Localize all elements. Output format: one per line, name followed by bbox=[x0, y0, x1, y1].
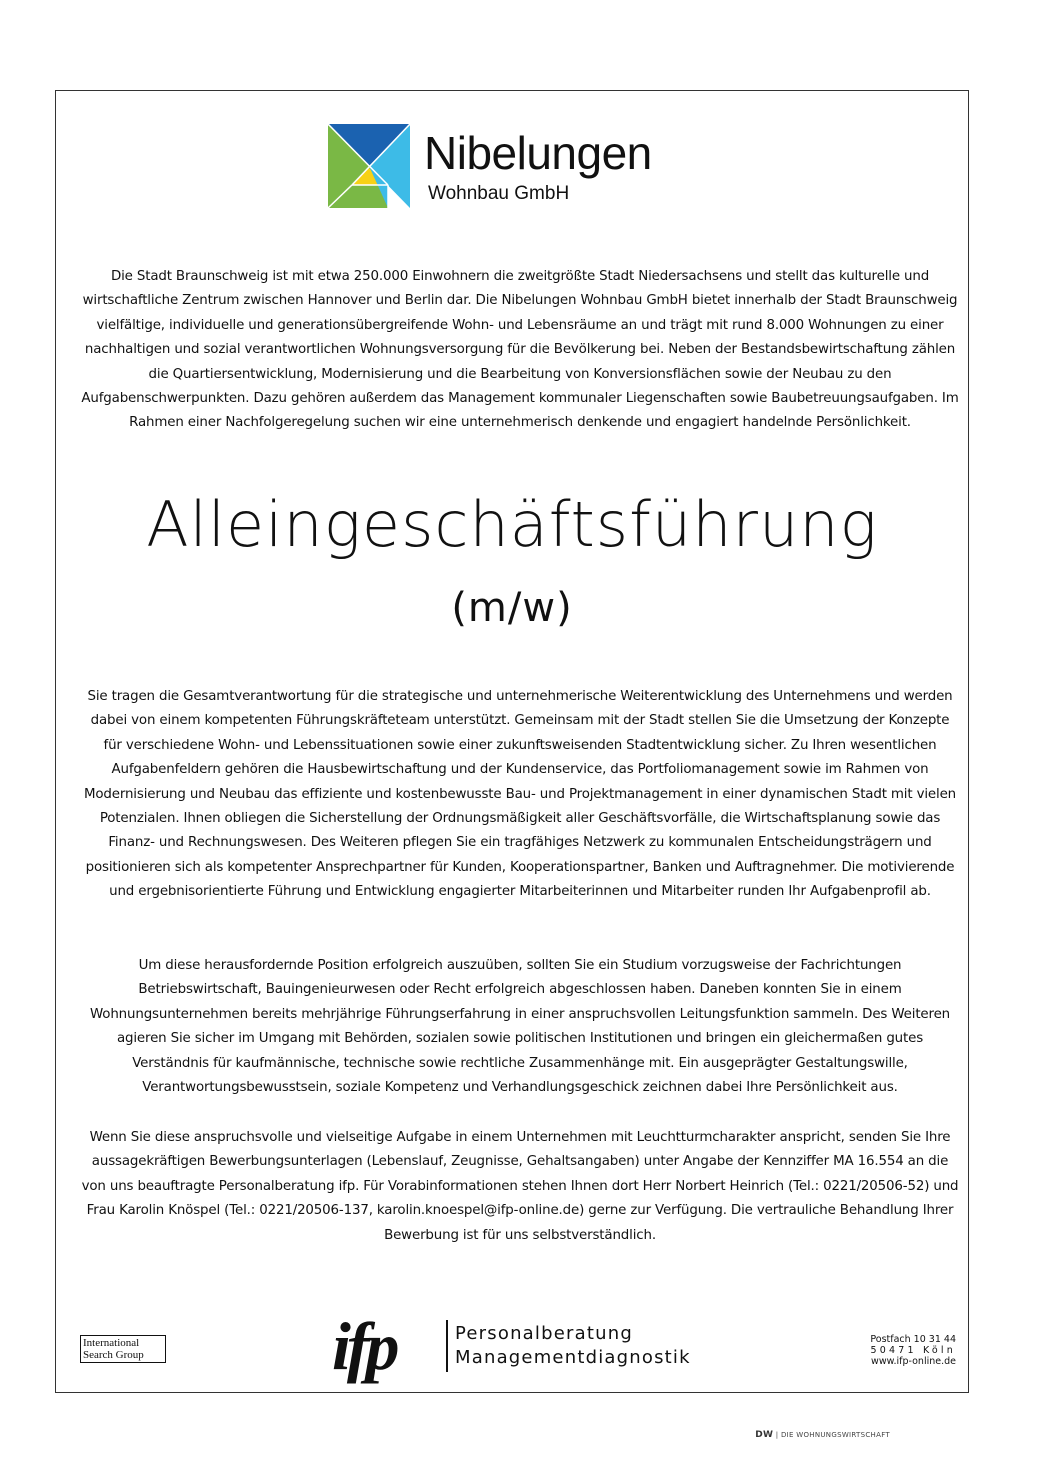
intro-paragraph: Die Stadt Braunschweig ist mit etwa 250.000 Einwohnern die zweitgrößte Stadt Niedersachsens und stellt das kulturelle und wirtschaftliche Zentrum zwischen Hannover und Berlin dar. Die Nibelungen Wohnbau GmbH bietet innerhalb der Stadt Braunschweig vielfältige, individuelle und generationsübergreifende Wohn- und Lebensräume an und trägt mit rund 8.000 Wohnungen zu einer nachhaltigen und sozial verantwortlichen Wohnungsversorgung für die Bevölkerung bei. Neben der Bestandsbewirtschaftung zählen die Quartiersentwicklung, Modernisierung und die Bearbeitung von Konversionsflächen sowie der Neubau zu den Aufgabenschwerpunkten. Dazu gehören außerdem das Management kommunaler Liegenschaften sowie Baubetreuungsaufgaben. Im Rahmen einer Nachfolgeregelung suchen wir eine unternehmerisch denkende und engagiert handelnde Persönlichkeit. bbox=[81, 269, 959, 431]
footer-brand: DW bbox=[755, 1430, 774, 1440]
logo-subtitle: Wohnbau GmbH bbox=[428, 183, 570, 204]
ifp-divider bbox=[446, 1320, 448, 1372]
ifp-tagline-1: Personalberatung bbox=[455, 1323, 633, 1344]
nibelungen-logo-mark-icon bbox=[328, 124, 410, 208]
nibelungen-logo bbox=[328, 124, 728, 208]
job-subtitle: (m/w) bbox=[451, 585, 573, 631]
isg-logo bbox=[80, 1335, 166, 1363]
logo-name: Nibelungen bbox=[424, 127, 652, 179]
page-footer: DW | DIE WOHNUNGSWIRTSCHAFT bbox=[755, 1430, 890, 1440]
isg-logo-line2: Search Group bbox=[83, 1349, 144, 1361]
body-paragraph-requirements: Um diese herausfordernde Position erfolgreich auszuüben, sollten Sie ein Studium vorzugsweise der Fachrichtungen Betriebswirtschaft, Bauingenieurwesen oder Recht erfolgreich abgeschlossen haben. Daneben konnten Sie in einem Wohnungsunternehmen bereits mehrjährige Führungserfahrung in einer anspruchsvollen Leitungsfunktion sammeln. Des Weiteren agieren Sie sicher im Umgang mit Behörden, sozialen sowie politischen Institutionen und bringen ein gleichermaßen gutes Verständnis für kaufmännische, technische sowie rechtliche Zusammenhänge mit. Ein ausgeprägter Gestaltungswille, Verantwortungsbewusstsein, soziale Kompetenz und Verhandlungsgeschick zeichnen dabei Ihre Persönlichkeit aus. bbox=[90, 958, 950, 1096]
address-website: www.ifp-online.de bbox=[871, 1356, 956, 1367]
address-city: 50471 Köln bbox=[870, 1345, 956, 1356]
body-paragraph-application: Wenn Sie diese anspruchsvolle und vielseitige Aufgabe in einem Unternehmen mit Leuchtturmcharakter anspricht, senden Sie Ihre aussagekräftigen Bewerbungsunterlagen (Lebenslauf, Zeugnisse, Gehaltsangaben) unter Angabe der Kennziffer MA 16.554 an die von uns beauftragte Personalberatung ifp. Für Vorabinformationen stehen Ihnen dort Herr Norbert Heinrich (Tel.: 0221/20506-52) und Frau Karolin Knöspel (Tel.: 0221/20506-137, karolin.knoespel@ifp-online.de) gerne zur Verfügung. Die vertrauliche Behandlung Ihrer Bewerbung ist für uns selbstverständlich. bbox=[81, 1130, 959, 1243]
job-title: Alleingeschäftsführung bbox=[146, 488, 878, 561]
ifp-tagline-2: Managementdiagnostik bbox=[455, 1347, 691, 1368]
footer-text: DIE WOHNUNGSWIRTSCHAFT bbox=[780, 1431, 890, 1439]
isg-logo-line1: International bbox=[83, 1337, 140, 1349]
address-postbox: Postfach 10 31 44 bbox=[870, 1334, 956, 1345]
ifp-logo: ifp bbox=[332, 1308, 396, 1384]
body-paragraph-responsibilities: Sie tragen die Gesamtverantwortung für die strategische und unternehmerische Weiterentwicklung des Unternehmens und werden dabei von einem kompetenten Führungskräfteteam unterstützt. Gemeinsam mit der Stadt stellen Sie die Umsetzung der Konzepte für verschiedene Wohn- und Lebenssituationen sowie einer zukunftsweisenden Stadtentwicklung sicher. Zu Ihren wesentlichen Aufgabenfeldern gehören die Hausbewirtschaftung und der Kundenservice, das Portfoliomanagement sowie im Rahmen von Modernisierung und Neubau das effiziente und kostenbewusste Bau- und Projektmanagement in einer dynamischen Stadt mit vielen Potenzialen. Ihnen obliegen die Sicherstellung der Ordnungsmäßigkeit aller Geschäftsvorfälle, die Wirtschaftsplanung sowie das Finanz- und Rechnungswesen. Des Weiteren pflegen Sie ein tragfähiges Netzwerk zu kommunalen Entscheidungsträgern und positionieren sich als kompetenter Ansprechpartner für Kunden, Kooperationspartner, Banken und Auftragnehmer. Die motivierende und ergebnisorientierte Führung und Entwicklung engagierter Mitarbeiterinnen und Mitarbeiter runden Ihr Aufgabenprofil ab. bbox=[83, 689, 957, 900]
contact-address bbox=[870, 1334, 956, 1367]
